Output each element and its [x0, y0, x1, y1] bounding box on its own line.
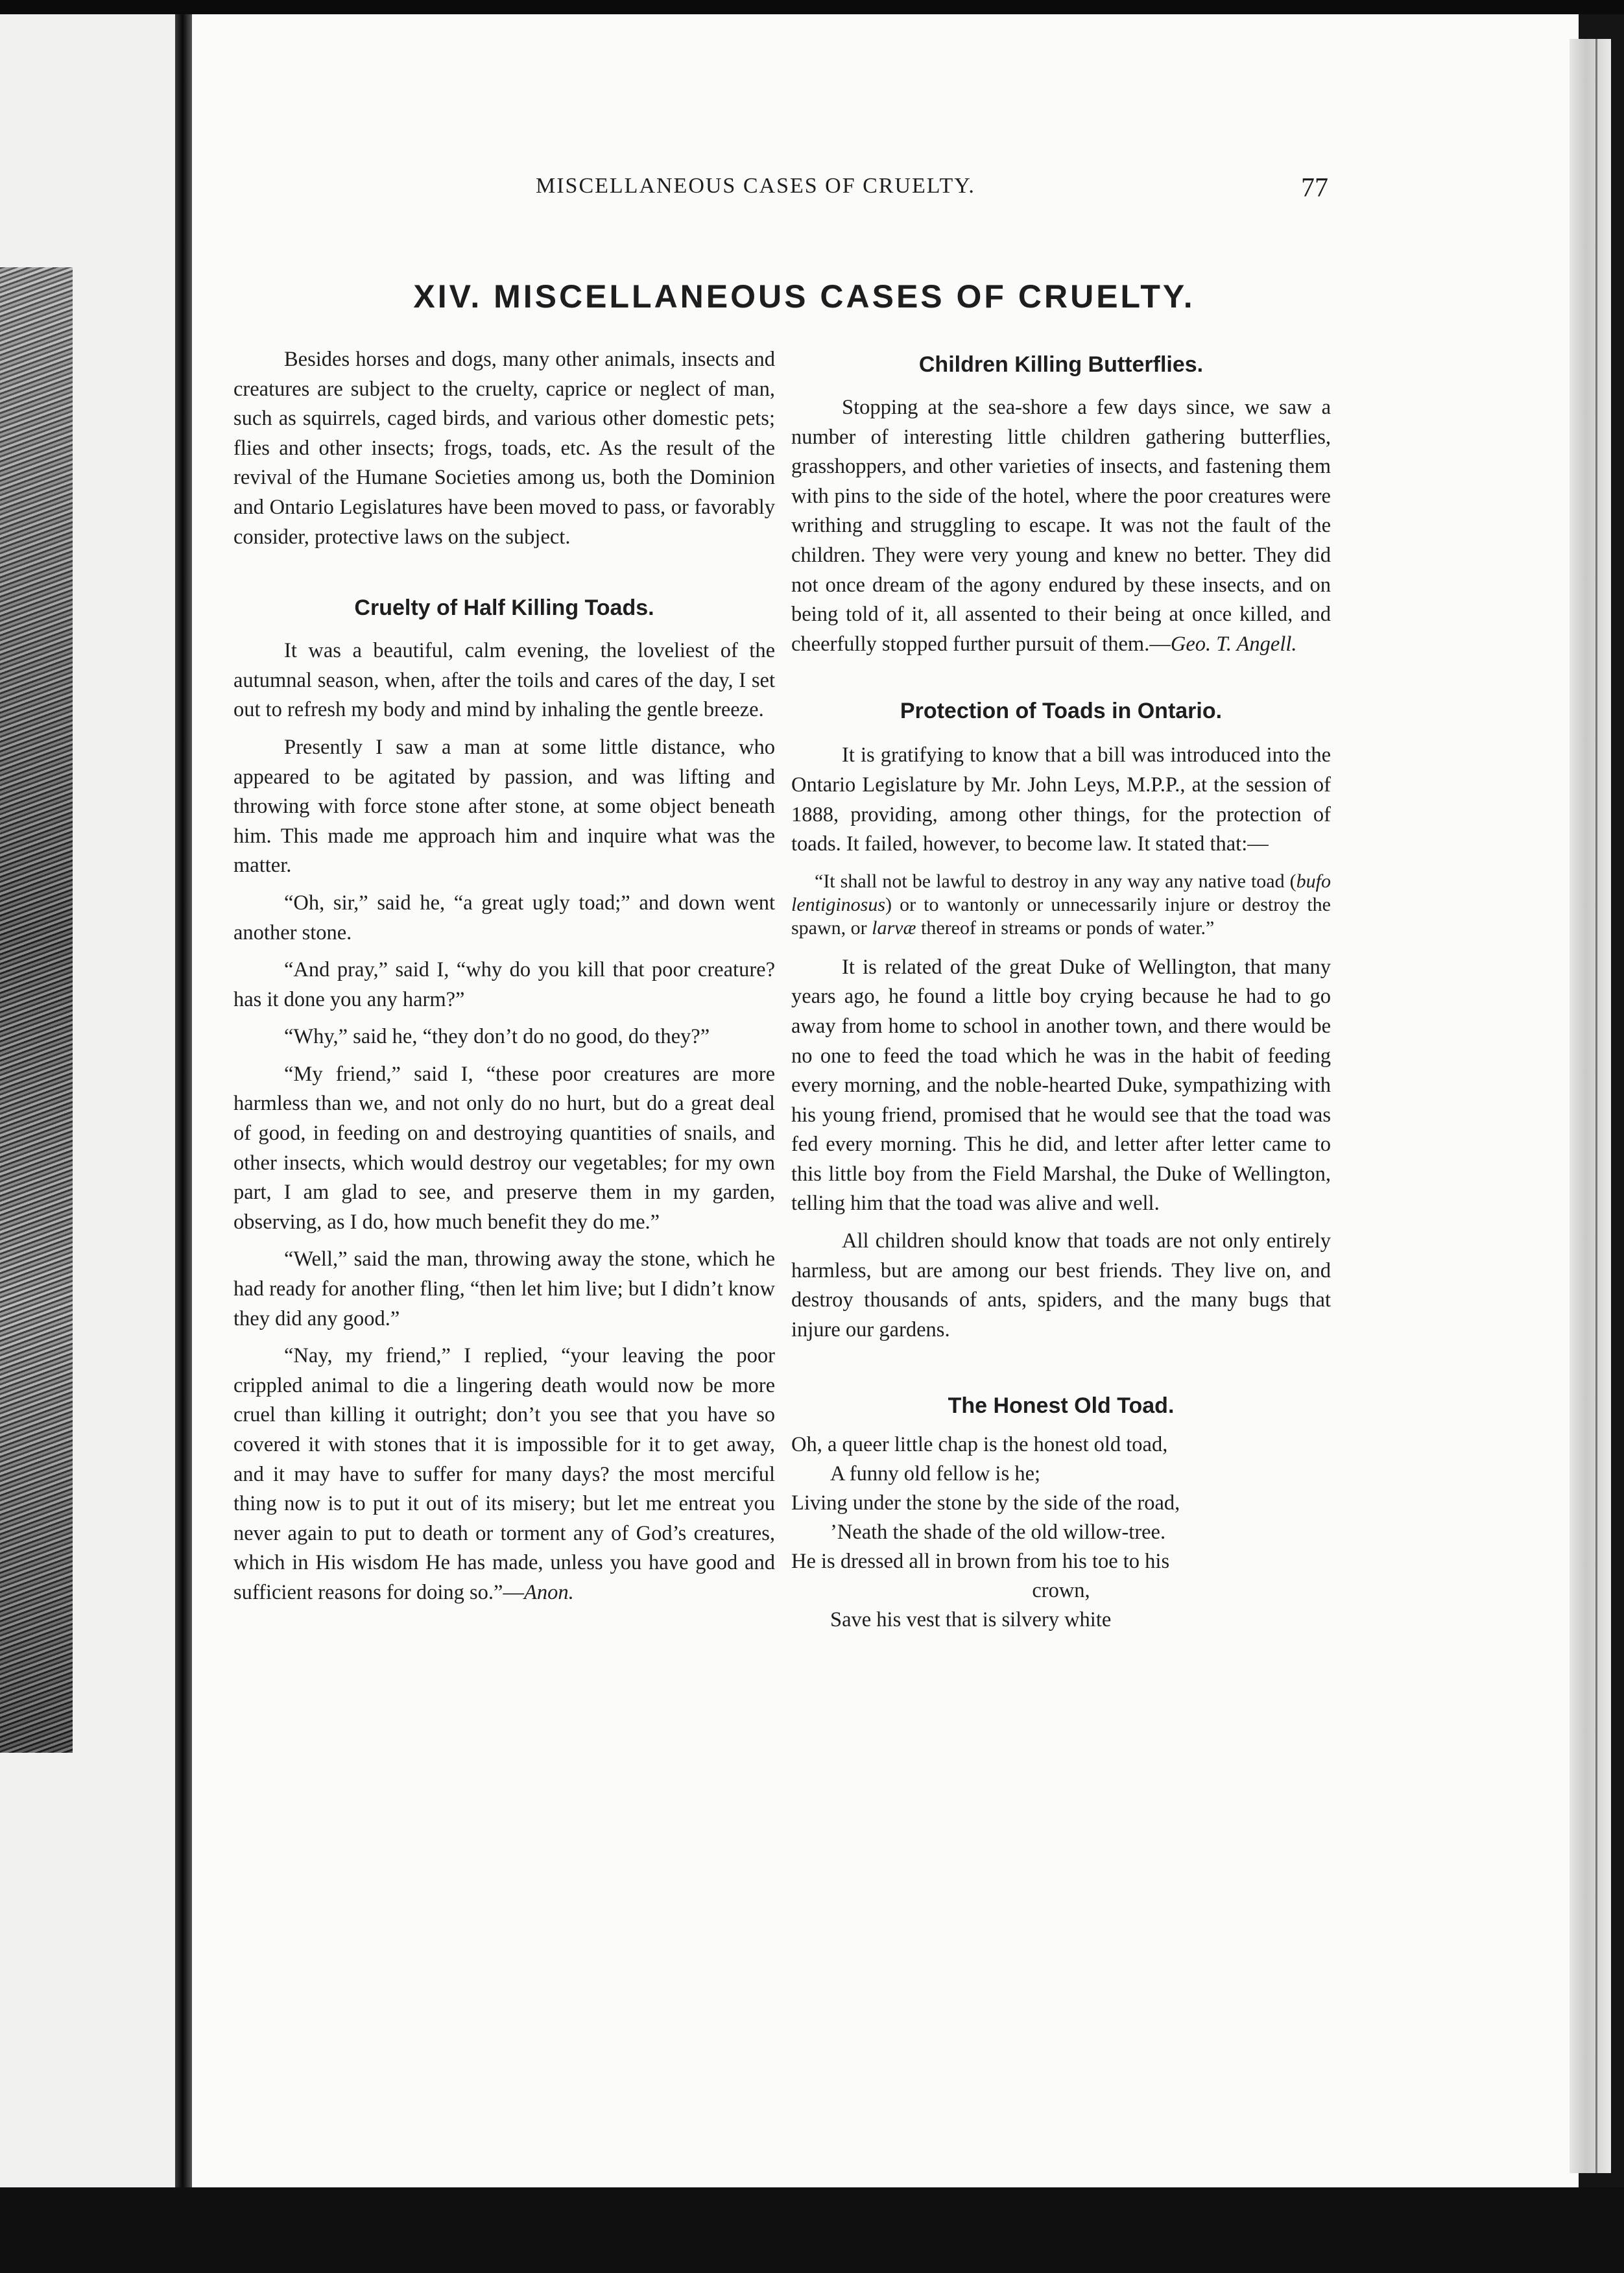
scan-border-bottom [0, 2187, 1624, 2273]
law-quote-text: thereof in streams or ponds of water.” [916, 917, 1215, 939]
butterflies-text: Stopping at the sea-shore a few days since, we saw a number of interesting little children gathering butterflies, grasshoppers, and other varieties of insects, and fastening them with pins to the side of the hotel, where the poor creatures were writhing and struggling to escape. It was not the fault of the children. They were very young and knew no better. They did not once dream of the agony endured by these insects, and on being told of it, all assented to their being at once killed, and cheerfully stopped further pursuit of them.— [791, 396, 1331, 656]
story-paragraph: “Why,” said he, “they don’t do no good, do they?” [284, 1025, 710, 1049]
law-quote-text: “It shall not be lawful to destroy in any way any native toad ( [815, 870, 1296, 892]
book-gutter [175, 14, 192, 2187]
children-paragraph: All children should know that toads are not only entirely harmless, but are among our best friends. They live on, and destroy thousands of ants, spiders, and the many bugs that injure our gardens. [791, 1229, 1331, 1341]
facing-page-engraving [0, 267, 73, 1753]
poem-line: Living under the stone by the side of the road, [791, 1491, 1180, 1515]
left-column [233, 345, 775, 1616]
wellington-paragraph: It is related of the great Duke of Wellington, that many years ago, he found a little boy crying because he had to go away from home to school in another town, and there would be no one to feed the toad which he was in the habit of feeding every morning, and the noble-hearted Duke, sympathizing with his young friend, promised that he would see that the toad was fed every morning. This he did, and letter after letter came to this little boy from the Field Marshal, the Duke of Wellington, telling him that the toad was alive and well. [791, 955, 1331, 1216]
story-paragraph: “My friend,” said I, “these poor creatures are more harmless than we, and not only do no hurt, but do a great deal of good, in feeding on and destroying quantities of snails, and other insects, which would destroy our vegetables; for my own part, I am glad to see, and preserve them in my garden, observing, as I do, how much benefit they do me.” [233, 1062, 775, 1234]
poem [791, 1430, 1331, 1635]
page-number: 77 [1301, 173, 1328, 203]
chapter-title: XIV. MISCELLANEOUS CASES OF CRUELTY. [413, 278, 1195, 315]
poem-title: The Honest Old Toad. [948, 1393, 1175, 1419]
running-head: MISCELLANEOUS CASES OF CRUELTY. [536, 174, 975, 198]
right-column [791, 349, 1331, 1635]
poem-line: He is dressed all in brown from his toe to his [791, 1550, 1170, 1574]
poem-line: A funny old fellow is he; [830, 1462, 1041, 1486]
section-title-toads: Cruelty of Half Killing Toads. [354, 595, 654, 621]
butterflies-paragraph [791, 393, 1331, 659]
section-title-protection: Protection of Toads in Ontario. [900, 699, 1223, 724]
poem-line: ’Neath the shade of the old willow-tree. [830, 1521, 1166, 1545]
law-quote [791, 870, 1331, 940]
story-paragraph: It was a beautiful, calm evening, the loveliest of the autumnal season, when, after the toils and cares of the day, I set out to refresh my body and mind by inhaling the gentle breeze. [233, 639, 775, 722]
story-paragraph: Presently I saw a man at some little distance, who appeared to be agitated by passion, and was lifting and throwing with force stone after stone, at some object beneath him. This made me approach him and inquire what was the matter. [233, 735, 775, 878]
story-paragraph: “Well,” said the man, throwing away the stone, which he had ready for another fling, “then let him live; but I didn’t know they did any good.” [233, 1247, 775, 1330]
law-quote-text: ) or to wantonly or unnecessarily injure or destroy the spawn, or [791, 893, 1331, 939]
scan-border-top [0, 0, 1624, 14]
species-name: bufo lentiginosus [791, 870, 1331, 915]
story-final-text: “Nay, my friend,” I replied, “your leaving the poor crippled animal to die a lingering death would now be more cruel than killing it outright; don’t you see that you have so covered it with stones that it is impossible for it to get away, and it may have to suffer for many days? the most merciful thing now is to put it out of its misery; but let me entreat you never again to put to death or torment any of God’s creatures, which in His wisdom He has made, unless you have good and sufficient reasons for doing so.”— [233, 1344, 775, 1604]
facing-page [0, 14, 180, 2187]
poem-line: crown, [1032, 1579, 1090, 1603]
attribution-angell: Geo. T. Angell. [1170, 632, 1297, 656]
section-title-butterflies: Children Killing Butterflies. [918, 352, 1204, 377]
story-paragraph: “Oh, sir,” said he, “a great ugly toad;” and down went another stone. [233, 891, 775, 944]
story-final-paragraph [233, 1341, 775, 1607]
larvae-term: larvæ [872, 917, 916, 939]
protection-paragraph: It is gratifying to know that a bill was introduced into the Ontario Legislature by Mr. John Leys, M.P.P., at the session of 1888, providing, among other things, for the protection of toads. It failed, however, to become law. It stated that:— [791, 743, 1331, 856]
page-edge [1570, 39, 1611, 2173]
intro-paragraph: Besides horses and dogs, many other animals, insects and creatures are subject to the cruelty, caprice or neglect of man, such as squirrels, caged birds, and various other domestic pets; flies and other insects; frogs, toads, etc. As the result of the revival of the Humane Societies among us, both the Dominion and Ontario Legislatures have been moved to pass, or favorably consider, protective laws on the subject. [233, 348, 775, 549]
poem-line: Oh, a queer little chap is the honest old toad, [791, 1433, 1168, 1457]
poem-line: Save his vest that is silvery white [830, 1608, 1112, 1632]
story-paragraph: “And pray,” said I, “why do you kill that poor creature? has it done you any harm?” [233, 958, 775, 1011]
attribution-anon: Anon. [524, 1580, 574, 1604]
